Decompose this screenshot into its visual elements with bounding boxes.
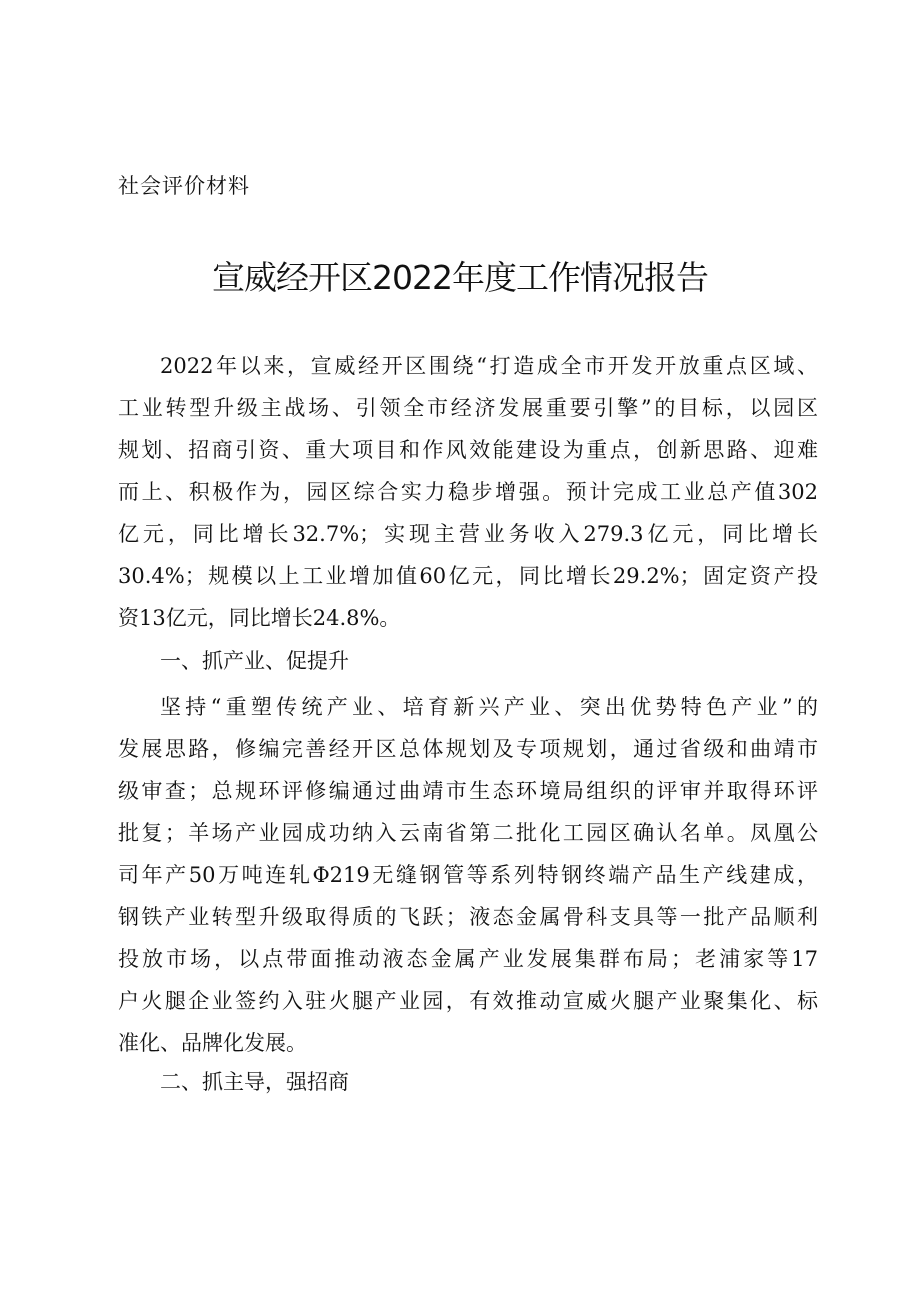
paragraph-line: 发展思路，修编完善经开区总体规划及专项规划，通过省级和曲靖市 [118, 737, 818, 761]
paragraph-line: 司年产50万吨连轧Φ219无缝钢管等系列特钢终端产品生产线建成， [118, 863, 818, 887]
paragraph-line: 工业转型升级主战场、引领全市经济发展重要引擎”的目标，以园区 [118, 396, 818, 420]
paragraph-line: 坚持“重塑传统产业、培育新兴产业、突出优势特色产业”的 [160, 695, 818, 719]
paragraph-line: 2022年以来，宣威经开区围绕“打造成全市开发开放重点区域、 [160, 354, 818, 378]
section-2-heading: 二、抓主导，强招商 [160, 1070, 349, 1094]
paragraph-line: 级审查；总规环评修编通过曲靖市生态环境局组织的评审并取得环评 [118, 779, 818, 803]
paragraph-line: 亿元，同比增长32.7%；实现主营业务收入279.3亿元，同比增长 [118, 522, 818, 546]
intro-paragraph [118, 345, 818, 639]
document-title: 宣威经开区2022年度工作情况报告 [212, 258, 708, 297]
paragraph-line: 户火腿企业签约入驻火腿产业园，有效推动宣威火腿产业聚集化、标 [118, 989, 818, 1013]
paragraph-line: 投放市场，以点带面推动液态金属产业发展集群布局；老浦家等17 [118, 947, 818, 971]
paragraph-line: 钢铁产业转型升级取得质的飞跃；液态金属骨科支具等一批产品顺利 [118, 905, 818, 929]
paragraph-line: 30.4%；规模以上工业增加值60亿元，同比增长29.2%；固定资产投 [118, 564, 818, 588]
section-1-heading: 一、抓产业、促提升 [160, 649, 349, 673]
paragraph-line: 准化、品牌化发展。 [118, 1031, 307, 1055]
paragraph-line: 资13亿元，同比增长24.8%。 [118, 606, 401, 630]
paragraph-line: 批复；羊场产业园成功纳入云南省第二批化工园区确认名单。凤凰公 [118, 821, 818, 845]
paragraph-line: 规划、招商引资、重大项目和作风效能建设为重点，创新思路、迎难 [118, 438, 818, 462]
document-category-label: 社会评价材料 [118, 174, 250, 198]
paragraph-line: 而上、积极作为，园区综合实力稳步增强。预计完成工业总产值302 [118, 480, 818, 504]
section-1-paragraph [118, 686, 818, 1064]
